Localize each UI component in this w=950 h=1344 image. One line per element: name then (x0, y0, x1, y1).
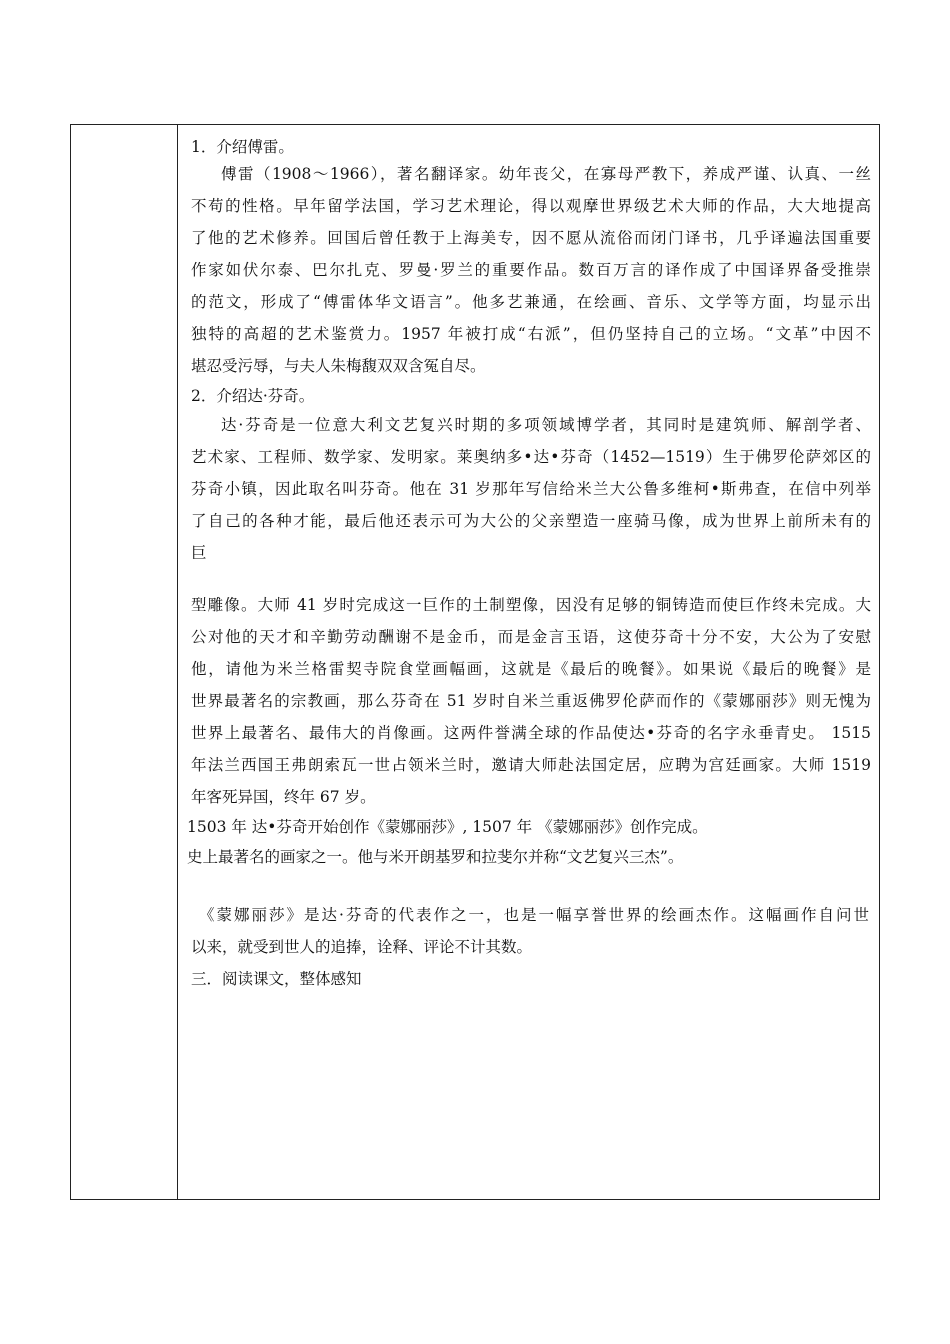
text-line: 年客死异国，终年 67 岁。 (191, 788, 376, 806)
heading-da-vinci: 2．介绍达·芬奇。 (191, 387, 315, 405)
text-line: 堪忍受污辱，与夫人朱梅馥双双含冤自尽。 (191, 357, 486, 375)
text-line: 作家如伏尔泰、巴尔扎克、罗曼·罗兰的重要作品。数百万言的译作成了中国译界备受推崇 (191, 261, 871, 279)
text-line: 公对他的天才和辛勤劳动酬谢不是金币，而是金言玉语，这使芬奇十分不安，大公为了安慰 (191, 628, 871, 646)
text-line: 1503 年 达•芬奇开始创作《蒙娜丽莎》, 1507 年 《蒙娜丽莎》创作完成。 (187, 818, 708, 836)
text-line: 世界上最著名、最伟大的肖像画。这两件誉满全球的作品使达•芬奇的名字永垂青史。 1515 (191, 724, 871, 742)
text-line: 世界最著名的宗教画，那么芬奇在 51 岁时自米兰重返佛罗伦萨而作的《蒙娜丽莎》则无愧为 (191, 692, 871, 710)
text-line: 了自己的各种才能，最后他还表示可为大公的父亲塑造一座骑马像，成为世界上前所未有的 (191, 512, 871, 530)
text-line: 他，请他为米兰格雷契寺院食堂画幅画，这就是《最后的晚餐》。如果说《最后的晚餐》是 (191, 660, 871, 678)
text-line: 型雕像。大师 41 岁时完成这一巨作的土制塑像，因没有足够的铜铸造而使巨作终未完成。大 (191, 596, 871, 614)
text-line: 傅雷（1908～1966），著名翻译家。幼年丧父，在寡母严教下，养成严谨、认真、一丝 (221, 165, 871, 183)
text-line: 芬奇小镇，因此取名叫芬奇。他在 31 岁那年写信给米兰大公鲁多维柯•斯弗查，在信中列举 (191, 480, 871, 498)
heading-fu-lei: 1．介绍傅雷。 (191, 138, 294, 156)
text-line: 艺术家、工程师、数学家、发明家。莱奥纳多•达•芬奇（1452—1519）生于佛罗伦萨郊区的 (191, 448, 871, 466)
text-line: 独特的高超的艺术鉴赏力。1957 年被打成“右派”，但仍坚持自己的立场。“文革”中因不 (191, 325, 871, 343)
text-line: 不苟的性格。早年留学法国，学习艺术理论，得以观摩世界级艺术大师的作品，大大地提高 (191, 197, 871, 215)
text-line: 巨 (191, 544, 207, 562)
left-column-cell (71, 125, 178, 1199)
text-line: 《蒙娜丽莎》是达·芬奇的代表作之一，也是一幅享誉世界的绘画杰作。这幅画作自问世 (199, 906, 869, 924)
text-line: 史上最著名的画家之一。他与米开朗基罗和拉斐尔并称“文艺复兴三杰”。 (187, 848, 684, 866)
content-cell (179, 125, 879, 1199)
section-heading-reading: 三．阅读课文，整体感知 (191, 970, 362, 988)
lesson-table (70, 124, 880, 1200)
text-line: 以来，就受到世人的追捧，诠释、评论不计其数。 (191, 938, 533, 956)
text-line: 年法兰西国王弗朗索瓦一世占领米兰时，邀请大师赴法国定居，应聘为宫廷画家。大师 1519 (191, 756, 871, 774)
text-line: 了他的艺术修养。回国后曾任教于上海美专，因不愿从流俗而闭门译书，几乎译遍法国重要 (191, 229, 871, 247)
text-line: 的范文，形成了“傅雷体华文语言”。他多艺兼通，在绘画、音乐、文学等方面，均显示出 (191, 293, 871, 311)
text-line: 达·芬奇是一位意大利文艺复兴时期的多项领域博学者，其同时是建筑师、解剖学者、 (221, 416, 871, 434)
